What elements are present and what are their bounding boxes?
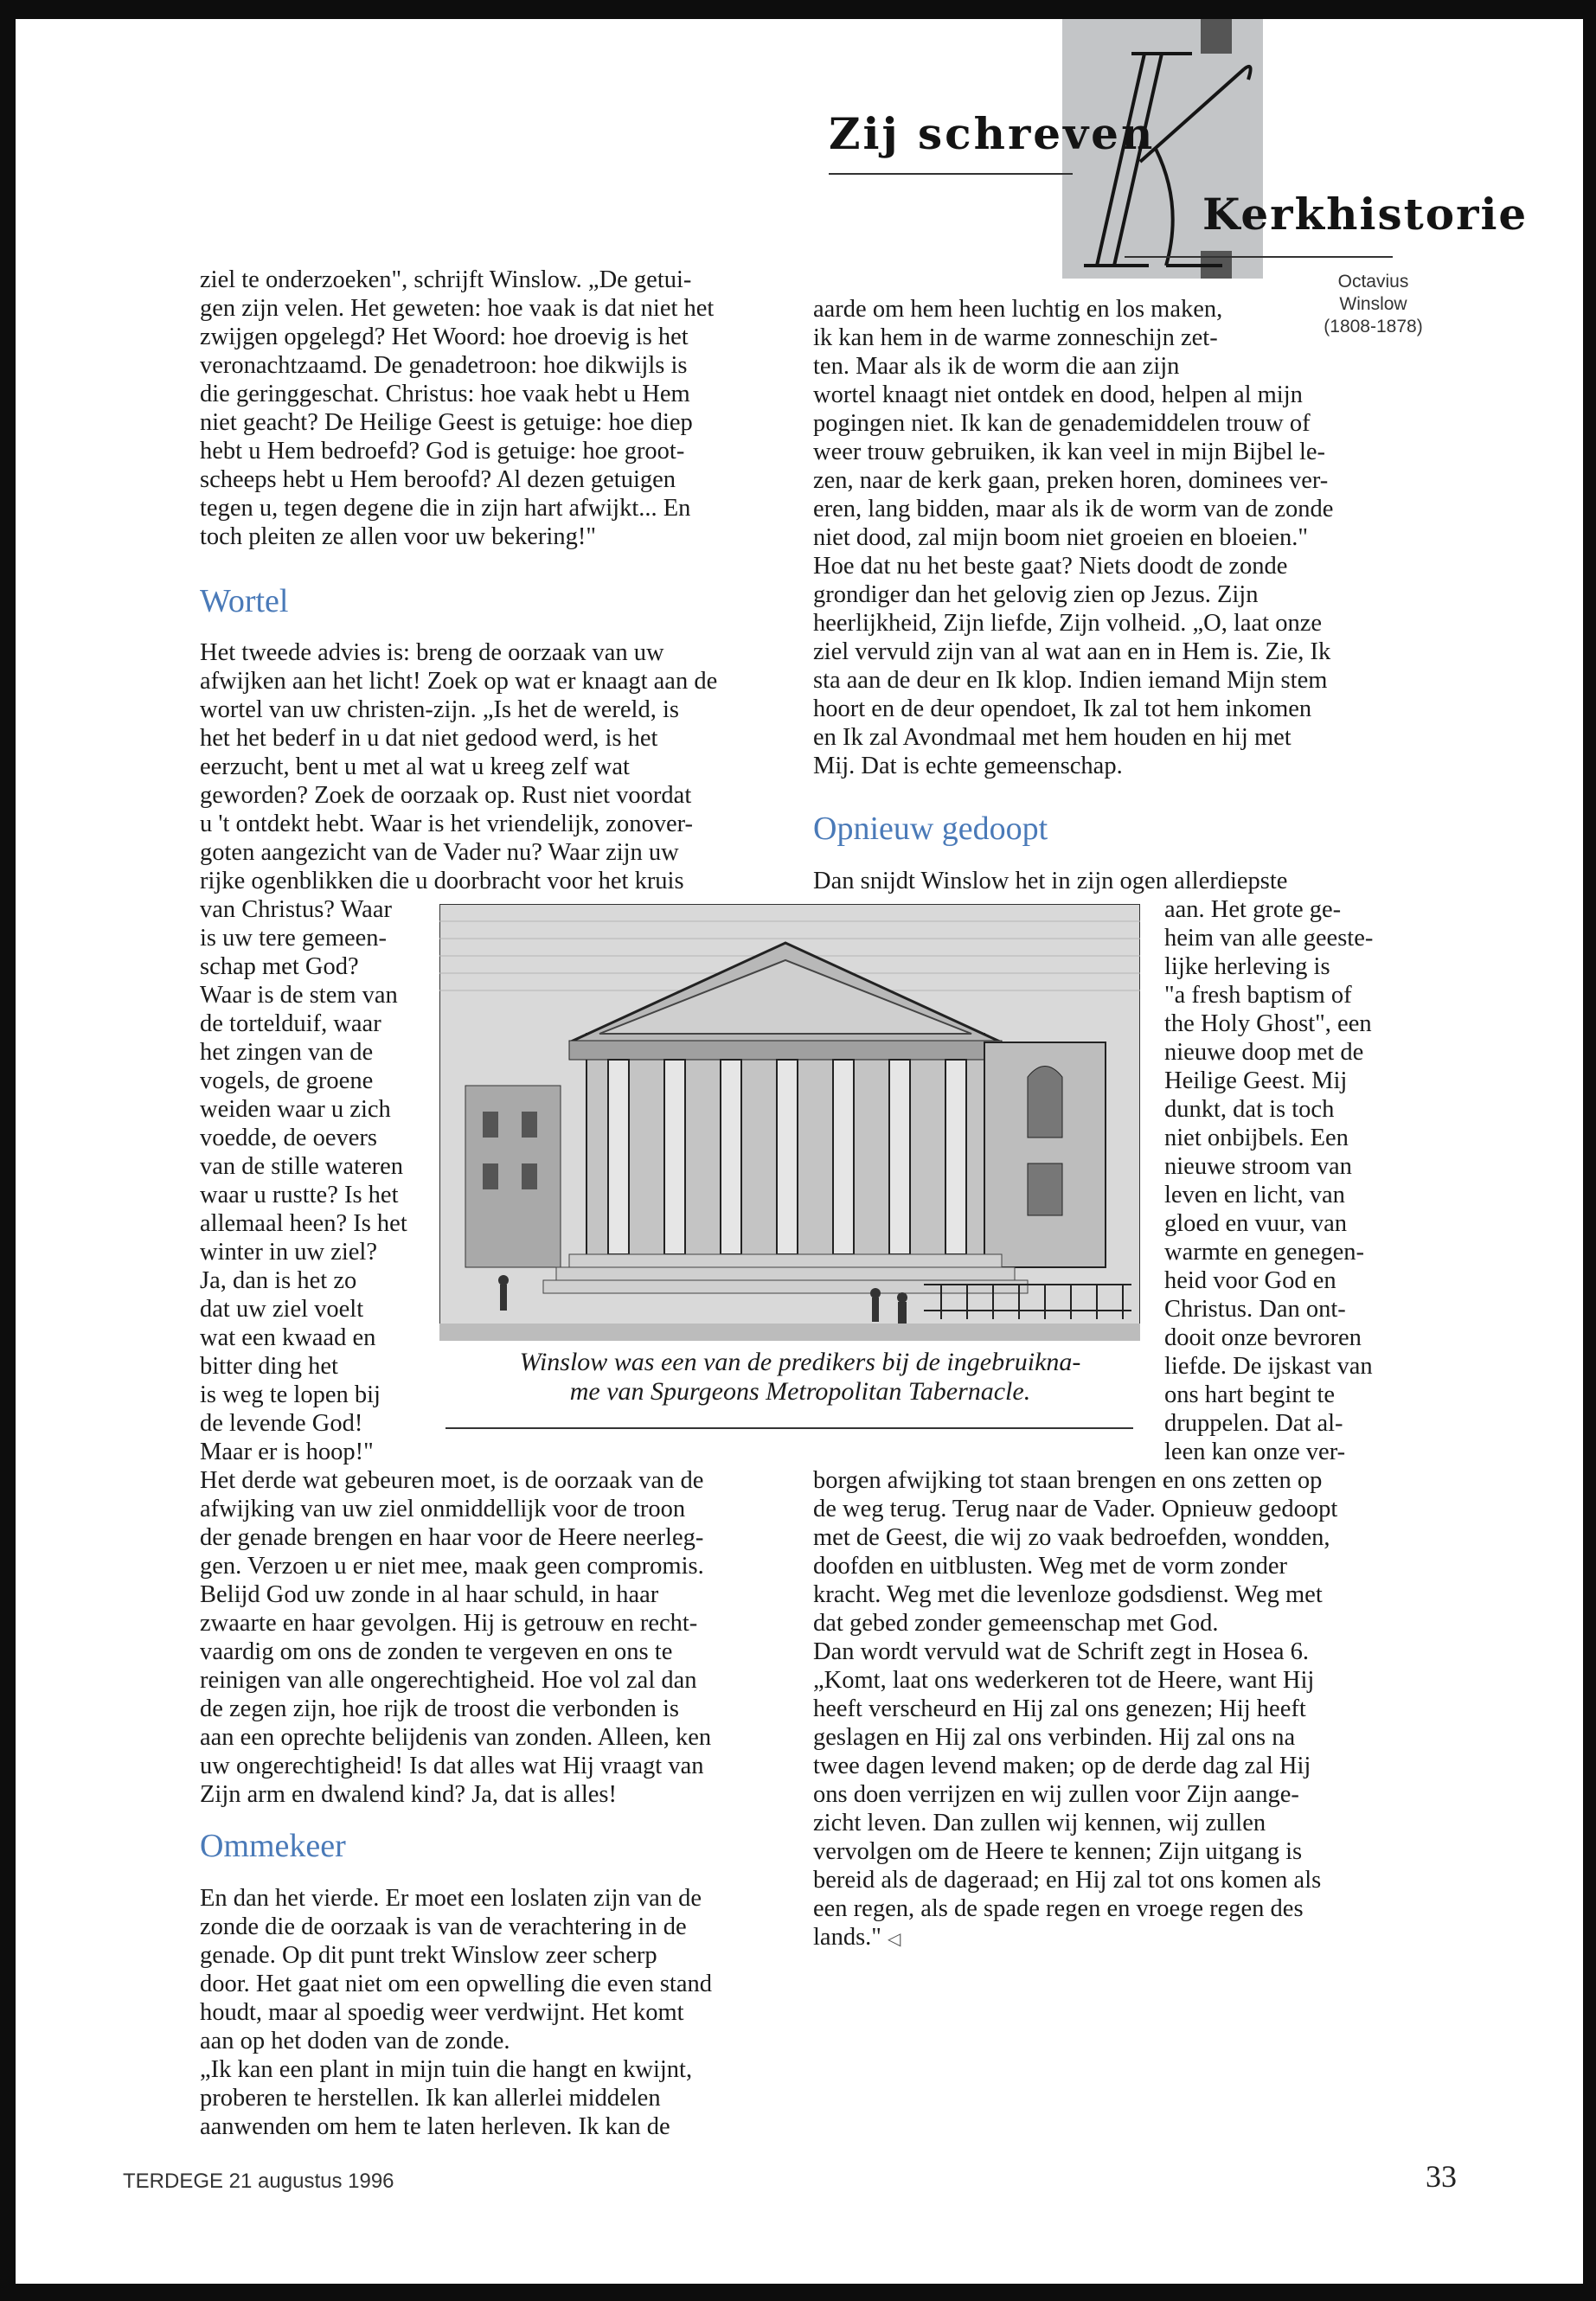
text-line: die geringgeschat. Christus: hoe vaak hebt u Hem (200, 381, 690, 407)
text-line: doofden en uitblusten. Weg met de vorm zonder (813, 1553, 1288, 1580)
text-line: Hoe dat nu het beste gaat? Niets doodt de zonde (813, 553, 1288, 580)
tabernacle-engraving (439, 904, 1140, 1341)
text-line: wat een kwaad en (200, 1324, 376, 1351)
portrait-first-name: Octavius (1337, 272, 1409, 292)
text-line: aan op het doden van de zonde. (200, 2028, 510, 2054)
text-line: heim van alle geeste- (1164, 925, 1374, 952)
text-line: ons hart begint te (1164, 1381, 1336, 1408)
text-line: hoort en de deur opendoet, Ik zal tot hem inkomen (813, 695, 1312, 722)
text-line: heerlijkheid, Zijn liefde, Zijn volheid. „O, laat onze (813, 610, 1323, 637)
text-line: bitter ding het (200, 1353, 338, 1380)
text-line: ten. Maar als ik de worm die aan zijn (813, 353, 1180, 380)
text-line: dunkt, dat is toch (1164, 1096, 1335, 1123)
text-line: met de Geest, die wij zo vaak bedroefden, wondden, (813, 1524, 1330, 1551)
text-line: Maar er is hoop!" (200, 1439, 374, 1465)
page-number: 33 (1426, 2159, 1457, 2194)
text-line: niet onbijbels. Een (1164, 1125, 1349, 1151)
text-line: de tortelduif, waar (200, 1010, 381, 1037)
col2-bottom-paragraph (813, 1466, 1337, 1954)
text-line: reinigen van alle ongerechtigheid. Hoe vol zal dan (200, 1667, 697, 1694)
col2-top-paragraph (813, 352, 1333, 780)
text-line: wortel knaagt niet ontdek en dood, helpen al mijn (813, 381, 1303, 408)
text-line: houdt, maar al spoedig weer verdwijnt. Het komt (200, 1999, 684, 2026)
col2-wrap-paragraph (1164, 895, 1373, 1466)
text-line: bereid als de dageraad; en Hij zal tot ons komen als (813, 1867, 1322, 1894)
col1-wrap-paragraph (200, 895, 407, 1466)
text-line: lands." (813, 1924, 881, 1951)
text-line: „Ik kan een plant in mijn tuin die hangt en kwijnt, (200, 2056, 693, 2083)
text-line: winter in uw ziel? (200, 1239, 377, 1266)
text-line: dat gebed zonder gemeenschap met God. (813, 1610, 1219, 1637)
text-line: pogingen niet. Ik kan de genademiddelen trouw of (813, 410, 1311, 437)
text-line: veronachtzaamd. De genadetroon: hoe dikwijls is (200, 352, 688, 379)
text-line: geworden? Zoek de oorzaak op. Rust niet voordat (200, 782, 692, 809)
text-line: Het derde wat gebeuren moet, is de oorzaak van de (200, 1467, 704, 1494)
text-line: ik kan hem in de warme zonneschijn zet- (813, 324, 1218, 351)
text-line: afwijking van uw ziel onmiddellijk voor de troon (200, 1496, 686, 1522)
col2-top-short-lines (813, 295, 1222, 352)
text-line: tegen u, tegen degene die in zijn hart afwijkt... En (200, 495, 691, 522)
text-line: gen zijn velen. Het geweten: hoe vaak is dat niet het (200, 295, 715, 322)
text-line: gen. Verzoen u er niet mee, maak geen compromis. (200, 1553, 704, 1580)
text-line: ziel te onderzoeken", schrijft Winslow. „De getui- (200, 266, 692, 293)
col2-opnieuw-first-line (813, 867, 1287, 895)
text-line: rijke ogenblikken die u doorbracht voor het kruis (200, 868, 684, 894)
text-line: Dan wordt vervuld wat de Schrift zegt in Hosea 6. (813, 1638, 1310, 1665)
text-line: toch pleiten ze allen voor uw bekering!" (200, 523, 596, 550)
text-line: "a fresh baptism of (1164, 982, 1352, 1009)
text-line: scheeps hebt u Hem beroofd? Al dezen getuigen (200, 466, 676, 493)
text-line: heeft verscheurd en Hij zal ons genezen; Hij heeft (813, 1695, 1306, 1722)
text-line: van Christus? Waar (200, 896, 392, 923)
text-line: vervolgen om de Heere te kennen; Zijn uitgang is (813, 1838, 1303, 1865)
col1-intro-paragraph (200, 266, 714, 551)
text-line: En dan het vierde. Er moet een loslaten zijn van de (200, 1885, 702, 1912)
text-line: is uw tere gemeen- (200, 925, 388, 952)
text-line: ziel vervuld zijn van al wat aan en in Hem is. Zie, Ik (813, 638, 1331, 665)
caption-line: me van Spurgeons Metropolitan Tabernacle. (569, 1377, 1031, 1406)
text-line: leven en licht, van (1164, 1182, 1345, 1208)
text-line: vaardig om ons de zonden te vergeven en ons te (200, 1638, 673, 1665)
text-line: zonde die de oorzaak is van de verachtering in de (200, 1913, 687, 1940)
text-line: Ja, dan is het zo (200, 1267, 357, 1294)
text-line: uw ongerechtigheid! Is dat alles wat Hij vraagt van (200, 1753, 704, 1779)
illustration-caption (433, 1348, 1168, 1407)
text-line: van de stille wateren (200, 1153, 404, 1180)
text-line: dat uw ziel voelt (200, 1296, 364, 1323)
text-line: twee dagen levend maken; op de derde dag zal Hij (813, 1753, 1311, 1779)
text-line: leen kan onze ver- (1164, 1439, 1346, 1465)
text-line: Het tweede advies is: breng de oorzaak van uw (200, 639, 664, 666)
text-line: vogels, de groene (200, 1067, 374, 1094)
heading-wortel: Wortel (200, 583, 289, 619)
text-line: Waar is de stem van (200, 982, 398, 1009)
footer-publication: TERDEGE 21 augustus 1996 (123, 2170, 394, 2193)
text-line: niet dood, zal mijn boom niet groeien en bloeien." (813, 524, 1308, 551)
logo-rule-right (1125, 256, 1393, 258)
text-line: borgen afwijking tot staan brengen en ons zetten op (813, 1467, 1323, 1494)
text-line: goten aangezicht van de Vader nu? Waar zijn uw (200, 839, 679, 866)
text-line: aarde om hem heen luchtig en los maken, (813, 296, 1223, 323)
text-line: zwijgen opgelegd? Het Woord: hoe droevig is het (200, 324, 689, 350)
text-line: druppelen. Dat al- (1164, 1410, 1343, 1437)
text-line: Heilige Geest. Mij (1164, 1067, 1348, 1094)
text-line: Zijn arm en dwalend kind? Ja, dat is alles! (200, 1781, 617, 1808)
portrait-last-name: Winslow (1339, 294, 1407, 314)
text-line: lijke herleving is (1164, 953, 1330, 980)
text-line: warmte en genegen- (1164, 1239, 1365, 1266)
text-line: weer trouw gebruiken, ik kan veel in mijn Bijbel le- (813, 439, 1326, 465)
text-line: de weg terug. Terug naar de Vader. Opnieuw gedoopt (813, 1496, 1338, 1522)
text-line: afwijken aan het licht! Zoek op wat er knaagt aan de (200, 668, 718, 695)
text-line: the Holy Ghost", een (1164, 1010, 1372, 1037)
text-line: wortel van uw christen-zijn. „Is het de wereld, is (200, 696, 679, 723)
text-line: u 't ontdekt hebt. Waar is het vriendelijk, zonover- (200, 811, 693, 837)
portrait-label (1293, 271, 1453, 338)
text-line: Mij. Dat is echte gemeenschap. (813, 753, 1123, 779)
text-line: geslagen en Hij zal ons verbinden. Hij zal ons na (813, 1724, 1296, 1751)
text-line: de zegen zijn, hoe rijk de troost die verbonden is (200, 1695, 679, 1722)
heading-opnieuw-gedoopt: Opnieuw gedoopt (813, 811, 1048, 847)
text-line: ons doen verrijzen en wij zullen voor Zijn aange- (813, 1781, 1299, 1808)
text-line: nieuwe doop met de (1164, 1039, 1364, 1066)
heading-ommekeer: Ommekeer (200, 1828, 346, 1864)
text-line: het zingen van de (200, 1039, 374, 1066)
text-line: aanwenden om hem te laten herleven. Ik kan de (200, 2113, 670, 2140)
text-line: zwaarte en haar gevolgen. Hij is getrouw en recht- (200, 1610, 698, 1637)
col1-wortel-paragraph (200, 638, 717, 895)
text-line: aan een oprechte belijdenis van zonden. Alleen, ken (200, 1724, 712, 1751)
text-line: „Komt, laat ons wederkeren tot de Heere, want Hij (813, 1667, 1315, 1694)
text-line: is weg te lopen bij (200, 1381, 381, 1408)
end-mark-icon: ◁ (888, 1930, 901, 1949)
text-line: allemaal heen? Is het (200, 1210, 407, 1237)
text-line: sta aan de deur en Ik klop. Indien iemand Mijn stem (813, 667, 1328, 694)
text-line: eren, lang bidden, maar als ik de worm van de zonde (813, 496, 1334, 522)
text-line: een regen, als de spade regen en vroege regen des (813, 1895, 1304, 1922)
text-line: waar u rustte? Is het (200, 1182, 399, 1208)
text-line: schap met God? (200, 953, 359, 980)
text-line: der genade brengen en haar voor de Heere neerleg- (200, 1524, 704, 1551)
text-line: weiden waar u zich (200, 1096, 391, 1123)
caption-rule (445, 1427, 1133, 1429)
text-line: gloed en vuur, van (1164, 1210, 1347, 1237)
text-line: door. Het gaat niet om een opwelling die even stand (200, 1971, 713, 1997)
text-line: Christus. Dan ont- (1164, 1296, 1346, 1323)
text-line: Dan snijdt Winslow het in zijn ogen allerdiepste (813, 868, 1288, 894)
col1-ommekeer-paragraph (200, 1884, 712, 2141)
text-line: niet geacht? De Heilige Geest is getuige: hoe diep (200, 409, 693, 436)
text-line: zicht leven. Dan zullen wij kennen, wij zullen (813, 1810, 1266, 1836)
text-line: proberen te herstellen. Ik kan allerlei middelen (200, 2085, 661, 2112)
text-line: Belijd God uw zonde in al haar schuld, in haar (200, 1581, 659, 1608)
portrait-years: (1808-1878) (1324, 317, 1423, 336)
text-line: en Ik zal Avondmaal met hem houden en hij met (813, 724, 1292, 751)
logo-rule-left (829, 173, 1073, 175)
col1-derde-paragraph (200, 1466, 711, 1809)
text-line: dooit onze bevroren (1164, 1324, 1362, 1351)
caption-line: Winslow was een van de predikers bij de ingebruikna- (519, 1348, 1081, 1376)
section-label-right: Kerkhistorie (1202, 189, 1529, 240)
text-line: liefde. De ijskast van (1164, 1353, 1373, 1380)
text-line: nieuwe stroom van (1164, 1153, 1352, 1180)
text-line: zen, naar de kerk gaan, preken horen, dominees ver- (813, 467, 1329, 494)
text-line: grondiger dan het gelovig zien op Jezus. Zijn (813, 581, 1259, 608)
text-line: aan. Het grote ge- (1164, 896, 1342, 923)
text-line-last (813, 1923, 1337, 1954)
text-line: hebt u Hem bedroefd? God is getuige: hoe groot- (200, 438, 685, 465)
text-line: kracht. Weg met die levenloze godsdienst. Weg met (813, 1581, 1323, 1608)
text-line: eerzucht, bent u met al wat u kreeg zelf wat (200, 753, 630, 780)
text-line: het het bederf in u dat niet gedood werd, is het (200, 725, 658, 752)
text-line: de levende God! (200, 1410, 363, 1437)
text-line: genade. Op dit punt trekt Winslow zeer scherp (200, 1942, 657, 1969)
section-label-left: Zij schreven (829, 108, 1156, 159)
text-line: heid voor God en (1164, 1267, 1336, 1294)
text-line: voedde, de oevers (200, 1125, 377, 1151)
